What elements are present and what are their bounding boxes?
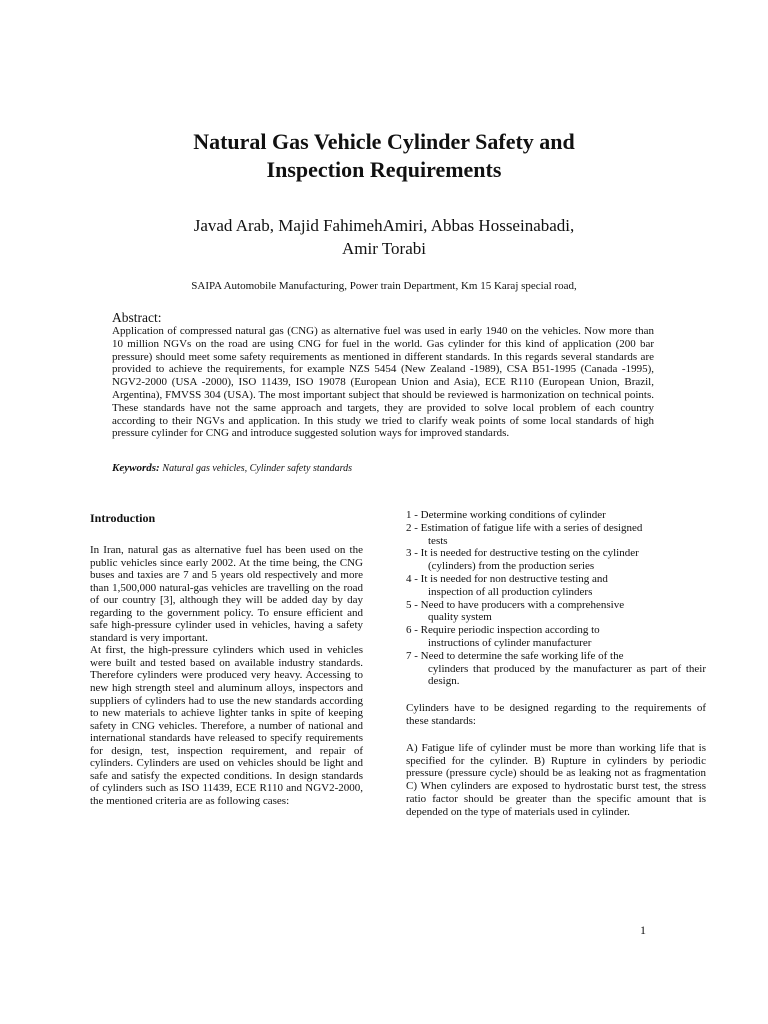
criterion-1-first: 1 - Determine working conditions of cylinder: [406, 509, 606, 521]
author-list-line2: Amir Torabi: [342, 239, 426, 258]
introduction-paragraph-2: At first, the high-pressure cylinders which used in vehicles were built and tested based on available industry standards. Therefore cylinders were produced very heavy. Accessing to new high strength steel and aluminum alloys, inspectors and suppliers of cylinders had to use the new standards according to new materials to achieve lighter tanks in spite of keeping safety in CNG vehicles. Therefore, a number of national and international standards have released to specify requirements for design, test, inspection requirement, and repair of cylinders. Cylinders are used on vehicles should be light and safe and satisfy the expected conditions. In design standards of cylinders such as ISO 11439, ECE R110 and NGV2-2000, the mentioned criteria are as following cases:: [90, 644, 363, 807]
paper-title-line1: Natural Gas Vehicle Cylinder Safety and: [193, 129, 575, 154]
criterion-7-rest: cylinders that produced by the manufacturer as part of their design.: [428, 662, 706, 688]
author-list-line1: Javad Arab, Majid FahimehAmiri, Abbas Hosseinabadi,: [193, 216, 575, 235]
keywords: [112, 461, 352, 476]
criterion-5-first: 5 - Need to have producers with a comprehensive: [406, 598, 625, 611]
criterion-2-rest: tests: [428, 534, 448, 547]
criteria-list: [406, 509, 706, 688]
criterion-6-first: 6 - Require periodic inspection according to: [406, 624, 600, 637]
paper-title: [90, 128, 678, 184]
requirements-text: A) Fatigue life of cylinder must be more than working life that is specified for the cylinder. B) Rupture in cylinders by periodic pressure (pressure cycle) should be as leaking not as fragmentation C) When cylinders are exposed to hydrostatic burst test, the stress ratio factor should be greater than the specific amount that is depended on the type of materials used in cylinder.: [406, 741, 706, 818]
left-column: [90, 511, 363, 807]
author-list: [90, 214, 678, 260]
list-item: [406, 547, 706, 573]
keywords-label: Keywords:: [112, 462, 160, 474]
page-number: 1: [640, 923, 646, 937]
list-item: [406, 650, 706, 688]
criterion-5-rest: quality system: [428, 611, 492, 624]
right-column: [406, 509, 706, 819]
criterion-4-rest: inspection of all production cylinders: [428, 585, 593, 598]
list-item: [406, 624, 706, 650]
criterion-6-rest: instructions of cylinder manufacturer: [428, 636, 592, 649]
affiliation: SAIPA Automobile Manufacturing, Power train Department, Km 15 Karaj special road,: [191, 280, 577, 292]
criterion-4-first: 4 - It is needed for non destructive testing and: [406, 572, 608, 585]
requirements-intro: Cylinders have to be designed regarding to the requirements of these standards:: [406, 702, 706, 727]
paper-title-line2: Inspection Requirements: [266, 157, 502, 182]
criterion-3-rest: (cylinders) from the production series: [428, 560, 595, 573]
criterion-7-first: 7 - Need to determine the safe working life of the: [406, 649, 624, 662]
list-item: [406, 573, 706, 599]
abstract-heading: Abstract:: [112, 310, 162, 325]
list-item: [406, 599, 706, 625]
criterion-3-first: 3 - It is needed for destructive testing on the cylinder: [406, 547, 639, 560]
list-item: [406, 509, 706, 522]
abstract-text: Application of compressed natural gas (CNG) as alternative fuel was used in early 1940 on the vehicles. Now more than 10 million NGVs on the road are using CNG for fuel in the world. Gas cylinder for this kind of application (200 bar pressure) should meet some safety requirements as mentioned in different standards. In this regards several standards are provided to achieve the requirements, for example NZS 5454 (New Zealand -1989), CSA B51-1995 (Canada -1995), NGV2-2000 (USA -2000), ISO 11439, ISO 19078 (European Union and Asia), ECE R110 (European Union, Brazil, Argentina), FMVSS 304 (USA). The most important subject that should be reviewed is harmonization on technical points. These standards have not the same approach and targets, they are provided to solve local problem of each country according to their NGVs and application. In this study we tried to clarify weak points of some local standards of high pressure cylinder for CNG and introduce suggested solution ways for improved standards.: [112, 325, 654, 440]
list-item: [406, 522, 706, 548]
introduction-heading: Introduction: [90, 511, 156, 525]
criterion-2-first: 2 - Estimation of fatigue life with a series of designed: [406, 521, 643, 534]
keywords-value: Natural gas vehicles, Cylinder safety standards: [162, 463, 353, 474]
introduction-paragraph-1: In Iran, natural gas as alternative fuel has been used on the public vehicles since early 2002. At the time being, the CNG buses and taxies are 7 and 5 years old respectively and more than 1,500,000 natural-gas vehicles are travelling on the road of our country [3], although they will be added day by day regarding to the government policy. To ensure efficient and safe high-pressure cylinder used in vehicles, having a safety standard is very important.: [90, 544, 363, 644]
